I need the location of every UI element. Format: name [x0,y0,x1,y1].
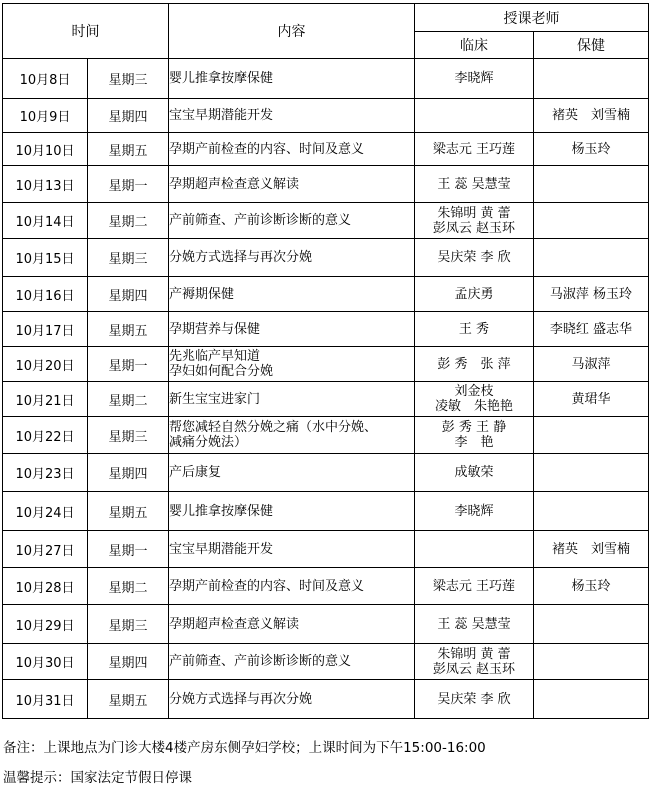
table-row [3,312,649,347]
weekday-cell: 星期三 [88,605,169,644]
clinical-teacher-cell-line: 梁志元 王巧莲 [432,578,516,594]
weekday-cell: 星期二 [88,382,169,417]
schedule-body [3,59,649,719]
clinical-teacher-cell [415,454,534,492]
clinical-teacher-cell [415,492,534,531]
clinical-teacher-cell [415,417,534,454]
date-cell: 10月9日 [3,99,88,133]
clinical-teacher-cell-line: 彭凤云 赵玉环 [432,661,516,677]
clinical-teacher-cell-line: 李晓辉 [454,71,494,86]
clinical-teacher-cell-line: 朱锦明 黄 蕾 [437,205,511,221]
healthcare-teacher-cell [534,568,649,605]
content-cell-line: 分娩方式选择与再次分娩 [169,250,313,265]
header-healthcare: 保健 [534,32,649,59]
header-clinical: 临床 [415,32,534,59]
healthcare-teacher-cell-line: 马淑萍 [571,356,611,372]
weekday-cell: 星期二 [88,203,169,239]
weekday-cell: 星期一 [88,347,169,382]
clinical-teacher-cell-line: 彭 秀 张 萍 [437,356,511,372]
clinical-teacher-cell-line: 朱锦明 黄 蕾 [437,646,511,662]
content-cell-line: 产后康复 [169,465,222,480]
table-row [3,166,649,203]
healthcare-teacher-cell-line: 杨玉玲 [571,141,611,157]
clinical-teacher-cell-line: 梁志元 王巧莲 [432,141,516,157]
content-cell-line: 孕期产前检查的内容、时间及意义 [169,578,365,594]
weekday-cell: 星期三 [88,239,169,277]
clinical-teacher-cell [415,277,534,312]
weekday-cell: 星期四 [88,454,169,492]
clinical-teacher-cell-line: 刘金枝 [454,384,494,399]
holiday-tip: 温馨提示：国家法定节假日停课 [3,770,192,786]
content-cell-line: 婴儿推拿按摩保健 [169,71,274,86]
content-cell-line: 宝宝早期潜能开发 [169,541,274,557]
table-row [3,347,649,382]
clinical-teacher-cell [415,166,534,203]
content-cell [169,277,415,312]
healthcare-teacher-cell [534,59,649,99]
weekday-cell: 星期四 [88,277,169,312]
table-row [3,59,649,99]
content-cell-line: 孕期产前检查的内容、时间及意义 [169,141,365,157]
clinical-teacher-cell [415,568,534,605]
clinical-teacher-cell-line: 吴庆荣 李 欣 [437,691,511,707]
clinical-teacher-cell-line: 凌敏 朱艳艳 [434,399,513,414]
weekday-cell: 星期五 [88,492,169,531]
healthcare-teacher-cell [534,531,649,568]
healthcare-teacher-cell [534,203,649,239]
header-teachers: 授课老师 [415,4,649,32]
content-cell [169,417,415,454]
content-cell-line: 先兆临产早知道 [169,349,261,364]
content-cell [169,454,415,492]
table-row [3,454,649,492]
weekday-cell: 星期三 [88,417,169,454]
content-cell-line: 孕期营养与保健 [169,321,261,337]
clinical-teacher-cell-line: 王 蕊 吴慧莹 [437,176,511,192]
healthcare-teacher-cell [534,312,649,347]
clinical-teacher-cell-line: 王 蕊 吴慧莹 [437,616,511,632]
weekday-cell: 星期四 [88,99,169,133]
table-row [3,605,649,644]
table-row [3,239,649,277]
content-cell [169,382,415,417]
healthcare-teacher-cell [534,239,649,277]
date-cell: 10月21日 [3,382,88,417]
content-cell [169,644,415,680]
content-cell [169,347,415,382]
clinical-teacher-cell [415,312,534,347]
healthcare-teacher-cell [534,605,649,644]
table-row [3,531,649,568]
clinical-teacher-cell-line: 彭凤云 赵玉环 [432,220,516,236]
date-cell: 10月10日 [3,133,88,166]
clinical-teacher-cell [415,99,534,133]
clinical-teacher-cell [415,239,534,277]
healthcare-teacher-cell [534,644,649,680]
weekday-cell: 星期二 [88,568,169,605]
clinical-teacher-cell [415,644,534,680]
healthcare-teacher-cell [534,680,649,719]
date-cell: 10月20日 [3,347,88,382]
healthcare-teacher-cell-line: 杨玉玲 [571,578,611,594]
content-cell-line: 减痛分娩法） [169,435,248,450]
content-cell-line: 宝宝早期潜能开发 [169,108,274,123]
date-cell: 10月24日 [3,492,88,531]
content-cell-line: 孕期超声检查意义解读 [169,176,300,192]
date-cell: 10月29日 [3,605,88,644]
clinical-teacher-cell-line: 孟庆勇 [454,286,494,302]
weekday-cell: 星期一 [88,166,169,203]
clinical-teacher-cell [415,382,534,417]
table-row [3,680,649,719]
content-cell [169,166,415,203]
content-cell [169,531,415,568]
clinical-teacher-cell-line: 彭 秀 王 静 [441,420,507,435]
healthcare-teacher-cell [534,382,649,417]
clinical-teacher-cell [415,680,534,719]
content-cell [169,605,415,644]
header-time: 时间 [3,4,169,59]
date-cell: 10月16日 [3,277,88,312]
healthcare-teacher-cell [534,492,649,531]
weekday-cell: 星期一 [88,531,169,568]
clinical-teacher-cell-line: 成敏荣 [454,465,494,480]
clinical-teacher-cell-line: 王 秀 [458,321,490,337]
date-cell: 10月14日 [3,203,88,239]
table-row [3,492,649,531]
clinical-teacher-cell-line: 吴庆荣 李 欣 [437,250,511,265]
date-cell: 10月22日 [3,417,88,454]
table-row [3,203,649,239]
content-cell [169,492,415,531]
clinical-teacher-cell [415,347,534,382]
date-cell: 10月31日 [3,680,88,719]
clinical-teacher-cell [415,203,534,239]
weekday-cell: 星期五 [88,133,169,166]
date-cell: 10月30日 [3,644,88,680]
weekday-cell: 星期四 [88,644,169,680]
content-cell-line: 新生宝宝进家门 [169,391,261,407]
content-cell [169,239,415,277]
table-row [3,568,649,605]
clinical-teacher-cell-line: 李晓辉 [454,503,494,519]
content-cell-line: 孕期超声检查意义解读 [169,616,300,632]
clinical-teacher-cell [415,531,534,568]
healthcare-teacher-cell [534,417,649,454]
healthcare-teacher-cell-line: 李晓红 盛志华 [549,321,633,337]
healthcare-teacher-cell-line: 褚英 刘雪楠 [551,108,630,123]
date-cell: 10月23日 [3,454,88,492]
healthcare-teacher-cell [534,454,649,492]
table-row [3,99,649,133]
content-cell-line: 孕妇如何配合分娩 [169,364,274,379]
date-cell: 10月27日 [3,531,88,568]
notes [3,738,649,798]
table-row [3,644,649,680]
date-cell: 10月8日 [3,59,88,99]
date-cell: 10月17日 [3,312,88,347]
weekday-cell: 星期三 [88,59,169,99]
healthcare-teacher-cell-line: 褚英 刘雪楠 [551,541,630,557]
clinical-teacher-cell-line: 李 艳 [454,435,494,450]
content-cell-line: 产褥期保健 [169,286,235,302]
content-cell-line: 帮您减轻自然分娩之痛（水中分娩、 [169,420,378,435]
content-cell [169,99,415,133]
healthcare-teacher-cell-line: 马淑萍 杨玉玲 [549,286,633,302]
healthcare-teacher-cell [534,99,649,133]
weekday-cell: 星期五 [88,680,169,719]
content-cell-line: 婴儿推拿按摩保健 [169,503,274,519]
content-cell-line: 产前筛查、产前诊断诊断的意义 [169,213,352,228]
table-row [3,277,649,312]
content-cell-line: 分娩方式选择与再次分娩 [169,691,313,707]
content-cell [169,133,415,166]
date-cell: 10月13日 [3,166,88,203]
table-row [3,417,649,454]
clinical-teacher-cell [415,59,534,99]
clinical-teacher-cell [415,605,534,644]
content-cell [169,680,415,719]
weekday-cell: 星期五 [88,312,169,347]
healthcare-teacher-cell [534,166,649,203]
healthcare-teacher-cell [534,277,649,312]
header-content: 内容 [169,4,415,59]
healthcare-teacher-cell [534,133,649,166]
content-cell [169,568,415,605]
content-cell [169,312,415,347]
date-cell: 10月15日 [3,239,88,277]
content-cell [169,59,415,99]
healthcare-teacher-cell [534,347,649,382]
healthcare-teacher-cell-line: 黄珺华 [571,391,611,407]
remark-note: 备注：上课地点为门诊大楼4楼产房东侧孕妇学校；上课时间为下午15:00-16:00 [3,740,486,756]
content-cell-line: 产前筛查、产前诊断诊断的意义 [169,654,352,669]
content-cell [169,203,415,239]
schedule-table [2,3,649,719]
table-row [3,382,649,417]
table-row [3,133,649,166]
date-cell: 10月28日 [3,568,88,605]
clinical-teacher-cell [415,133,534,166]
